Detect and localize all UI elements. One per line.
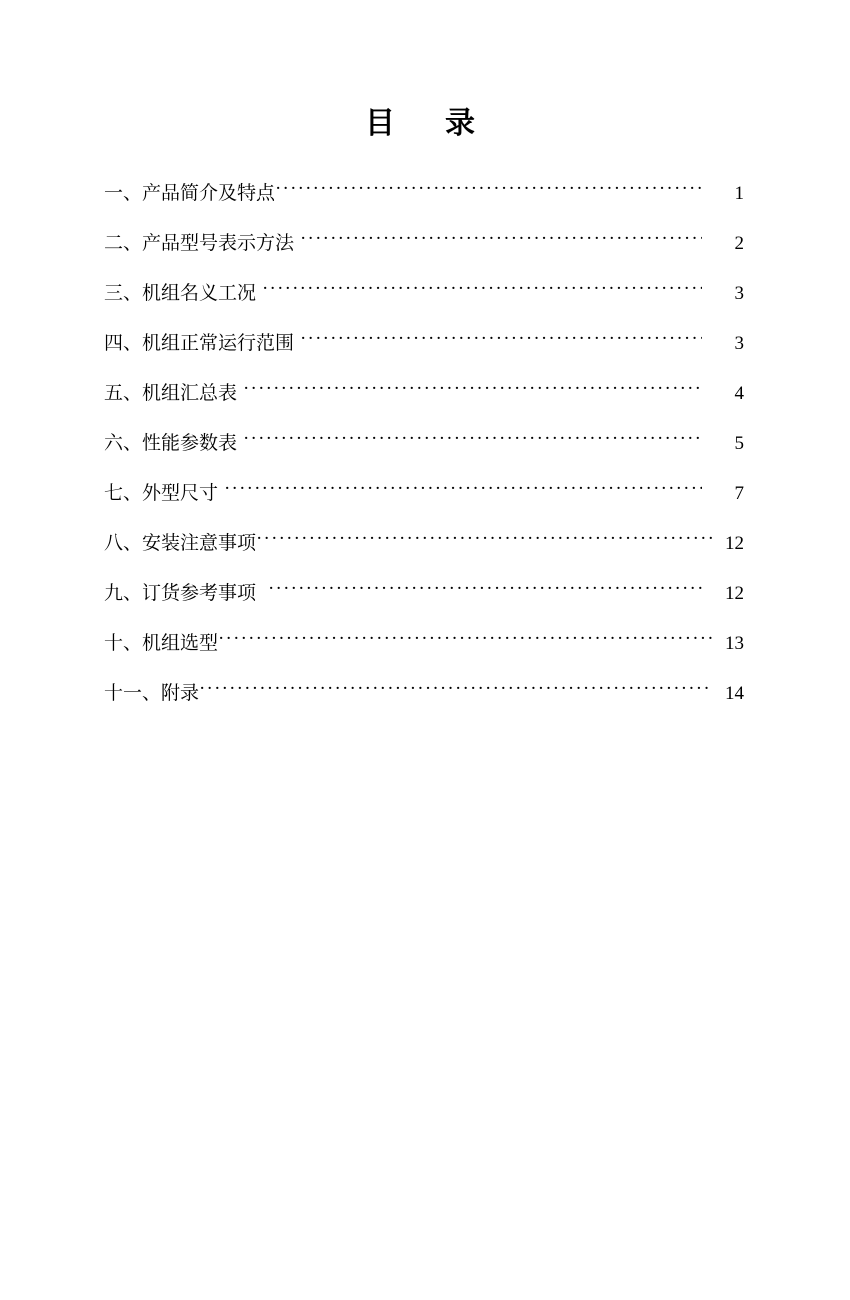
- toc-leader-dots: [300, 330, 702, 349]
- toc-entry-page: 12: [725, 583, 744, 604]
- toc-entry-label: 一、产品简介及特点: [104, 183, 276, 204]
- toc-entry-page: 2: [734, 233, 744, 254]
- document-page: [0, 98, 850, 1300]
- toc-entry[interactable]: [104, 280, 744, 330]
- toc-leader-dots: [243, 430, 702, 449]
- toc-leader-dots: [243, 380, 702, 399]
- toc-entry-page: 5: [734, 433, 744, 454]
- toc-entry-page: 1: [734, 183, 744, 204]
- toc-entry-page: 3: [734, 333, 744, 354]
- toc-leader-dots: [268, 580, 702, 599]
- toc-entry[interactable]: [104, 430, 744, 480]
- toc-entry[interactable]: [104, 530, 744, 580]
- toc-entry-label: 六、性能参数表: [104, 433, 238, 454]
- toc-entry-label: 四、机组正常运行范围: [104, 333, 295, 354]
- page-title: 目 录: [365, 107, 485, 140]
- toc-leader-dots: [224, 480, 702, 499]
- toc-entry-page: 12: [725, 533, 744, 554]
- toc-entry[interactable]: [104, 480, 744, 530]
- toc-entry-label: 七、外型尺寸: [104, 483, 219, 504]
- toc-entry[interactable]: [104, 230, 744, 280]
- toc-leader-dots: [300, 230, 702, 249]
- toc-entry-page: 3: [734, 283, 744, 304]
- toc-entry-page: 14: [725, 683, 744, 704]
- toc-entry[interactable]: [104, 580, 744, 630]
- toc-entry-label: 十一、附录: [104, 683, 200, 704]
- toc-entry-label: 五、机组汇总表: [104, 383, 238, 404]
- toc-entry[interactable]: [104, 180, 744, 230]
- toc-entry[interactable]: [104, 330, 744, 380]
- toc-entry-label: 二、产品型号表示方法: [104, 233, 295, 254]
- toc-entry-label: 三、机组名义工况: [104, 283, 257, 304]
- toc-entry[interactable]: [104, 680, 744, 730]
- toc-entry-page: 7: [734, 483, 744, 504]
- toc-leader-dots: [199, 680, 712, 699]
- toc-leader-dots: [218, 630, 712, 649]
- toc-leader-dots: [256, 530, 712, 549]
- toc-entry-label: 八、安装注意事项: [104, 533, 257, 554]
- table-of-contents: [104, 180, 744, 730]
- toc-entry-page: 13: [725, 633, 744, 654]
- toc-entry[interactable]: [104, 630, 744, 680]
- toc-entry[interactable]: [104, 380, 744, 430]
- toc-entry-label: 九、订货参考事项: [104, 583, 257, 604]
- toc-entry-page: 4: [734, 383, 744, 404]
- toc-entry-label: 十、机组选型: [104, 633, 219, 654]
- toc-leader-dots: [262, 280, 702, 299]
- toc-leader-dots: [275, 180, 702, 199]
